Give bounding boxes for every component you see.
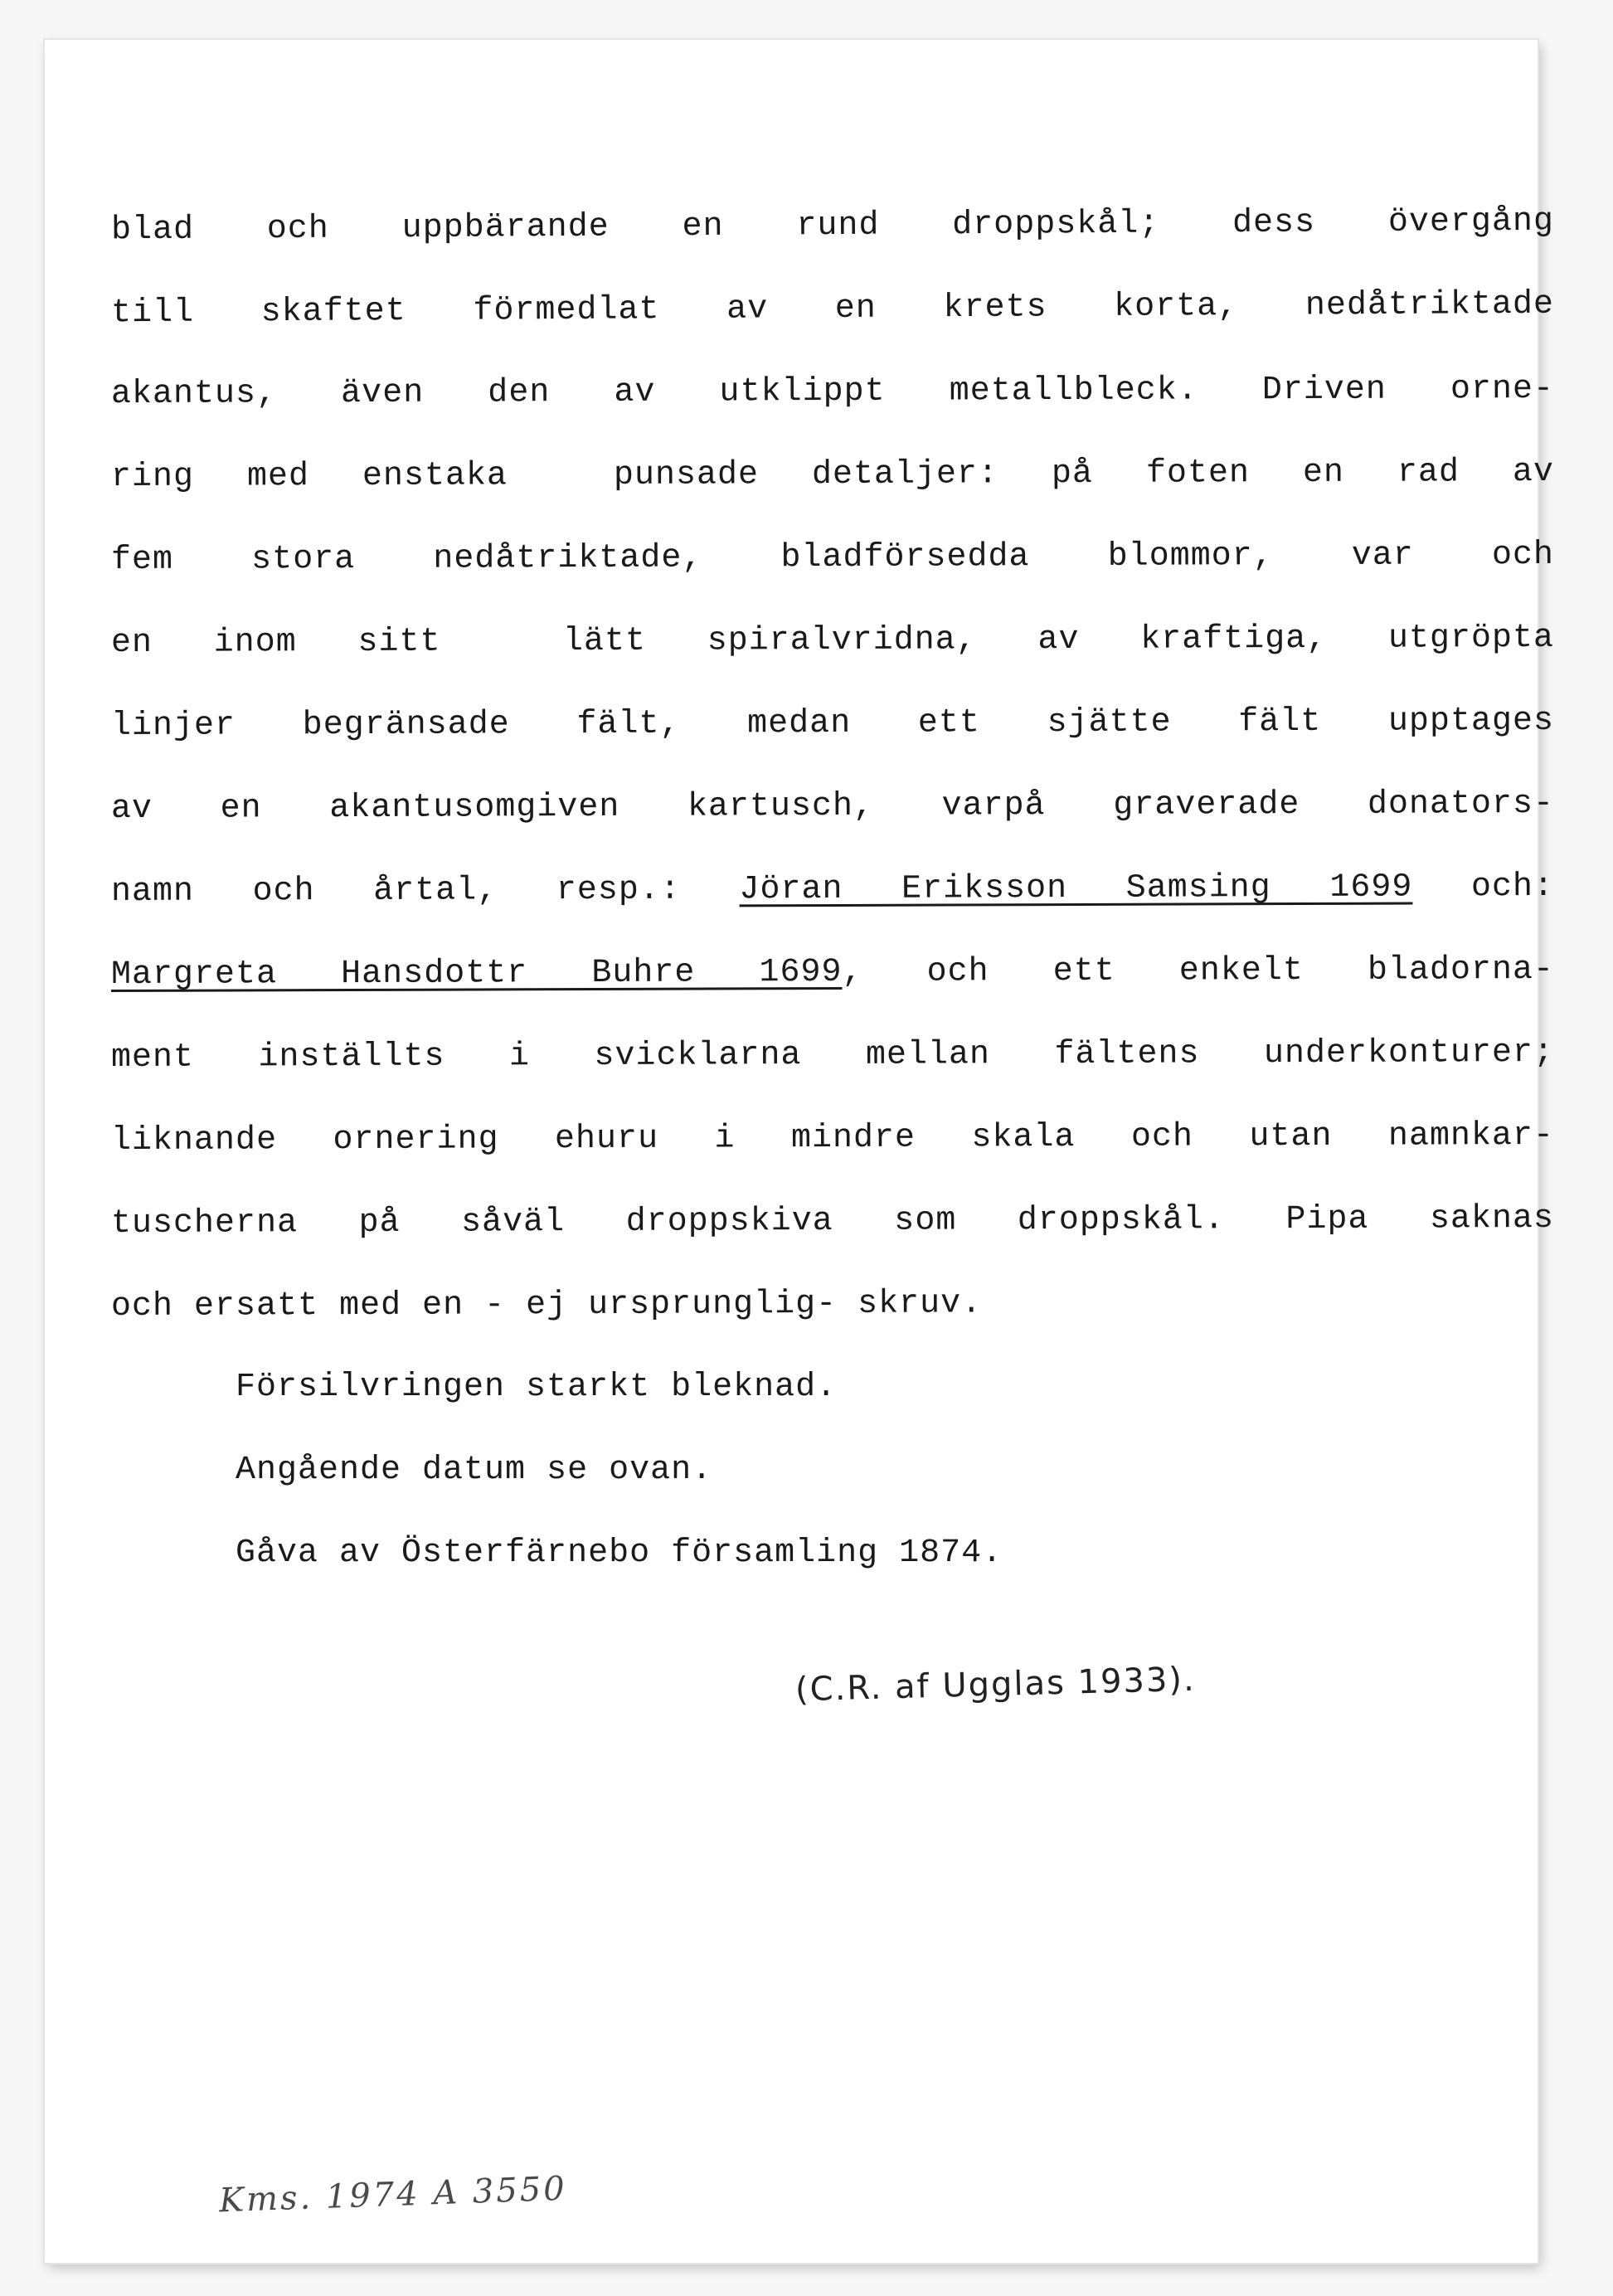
paragraph-date: Angående datum se ovan. [236,1452,713,1489]
text-line: liknande ornering ehuru i mindre skala och utan namnkar- [110,1116,1555,1160]
paragraph-gift: Gåva av Österfärnebo församling 1874. [236,1535,1003,1572]
line-suffix: och: [1412,868,1555,907]
text-line: av en akantusomgiven kartusch, varpå graverade donators- [110,785,1555,829]
text-line: ment inställts i svicklarna mellan fältens underkonturer; [110,1034,1555,1077]
paragraph-gilding: Försilvringen starkt bleknad. [236,1369,838,1406]
document-page [45,40,1555,2263]
text-line-donor-2 [111,929,1554,1017]
inventory-number: Kms. 1974 A 3550 [218,2169,568,2221]
text-line: en inom sitt lätt spiralvridna, av kraftiga, utgröpta [110,619,1555,663]
donor-name-2: Margreta Hansdottr Buhre 1699 [110,953,843,995]
text-line: tuscherna på såväl droppskiva som droppskål. Pipa saknas [110,1199,1555,1243]
author-signature: (C.R. af Ugglas 1933). [794,1660,1197,1710]
line-prefix: namn och årtal, resp.: [110,871,740,912]
text-line: fem stora nedåtriktade, bladförsedda blommor, var och [110,536,1555,580]
text-line: till skaftet förmedlat av en krets korta, nedåtriktade [110,285,1555,333]
text-line: ring med enstaka punsade detaljer: på foten en rad av [110,453,1555,497]
document-body [111,185,1554,1595]
text-line: akantus, även den av utklippt metallbleck. Driven orne- [110,370,1555,414]
text-line: och ersatt med en - ej ursprunglig- skruv. [110,1285,983,1326]
text-line-donor-1 [111,846,1554,934]
text-line: linjer begränsade fält, medan ett sjätte fält upptages [110,702,1555,746]
line-suffix: , och ett enkelt bladorna- [842,951,1555,991]
donor-name-1: Jöran Eriksson Samsing 1699 [739,868,1413,909]
text-line: blad och uppbärande en rund droppskål; dess övergång [110,202,1555,250]
